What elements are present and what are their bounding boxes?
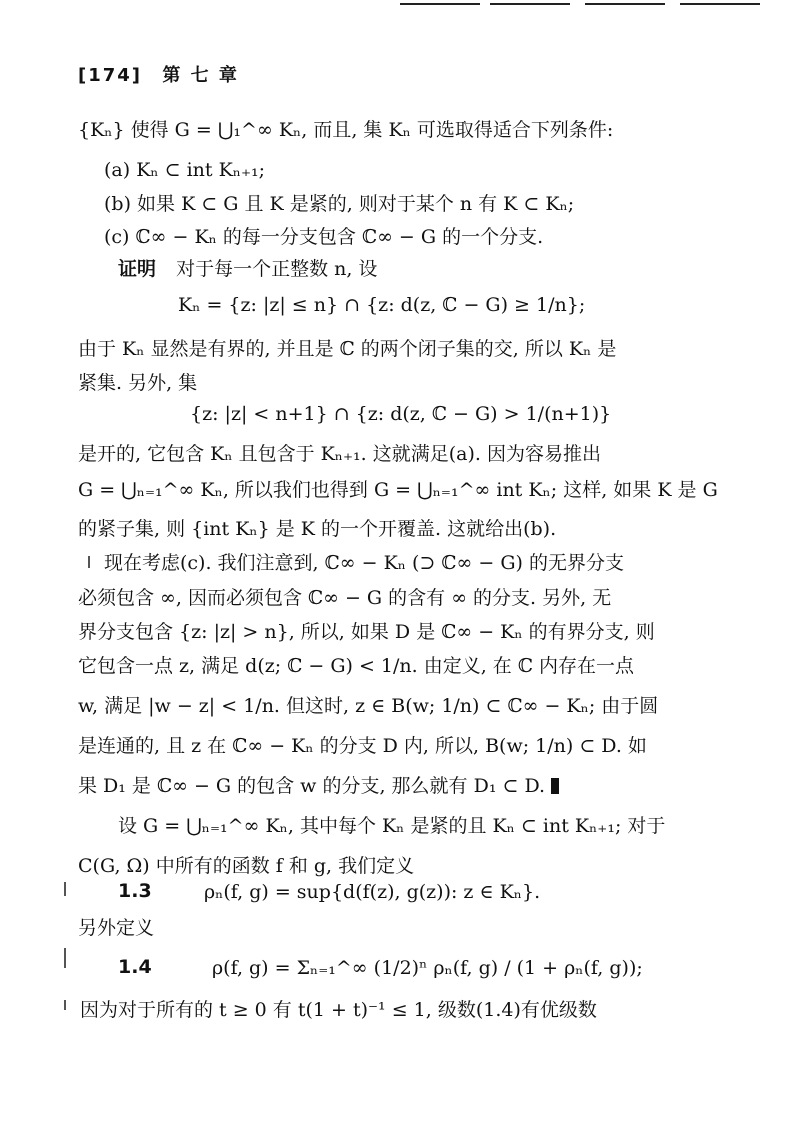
page-number: [174] [78, 65, 143, 86]
text-line: 界分支包含 {z: |z| > n}, 所以, 如果 D 是 ℂ∞ − Kₙ 的有界分支, 则 [78, 621, 655, 643]
text-line [78, 774, 559, 798]
margin-mark [88, 556, 90, 568]
text-line: 是开的, 它包含 Kₙ 且包含于 Kₙ₊₁. 这就满足(a). 因为容易推出 [78, 443, 601, 465]
text-line: 现在考虑(c). 我们注意到, ℂ∞ − Kₙ (⊃ ℂ∞ − G) 的无界分支 [104, 552, 624, 574]
proof-text: 对于每一个正整数 n, 设 [176, 258, 378, 280]
margin-mark [64, 1000, 66, 1010]
text-line: 它包含一点 z, 满足 d(z; ℂ − G) < 1/n. 由定义, 在 ℂ 内存在一点 [78, 655, 634, 677]
condition-a: (a) Kₙ ⊂ int Kₙ₊₁; [104, 159, 266, 181]
equation-number: 1.4 [118, 956, 152, 978]
chapter-title: 第 七 章 [162, 65, 239, 86]
condition-b: (b) 如果 K ⊂ G 且 K 是紧的, 则对于某个 n 有 K ⊂ Kₙ; [104, 193, 575, 215]
equation-open-set: {z: |z| < n+1} ∩ {z: d(z, ℂ − G) > 1/(n+1)} [190, 403, 612, 425]
equation-rho-n: ρₙ(f, g) = sup{d(f(z), g(z)): z ∈ Kₙ}. [204, 881, 541, 903]
margin-mark [64, 882, 66, 896]
end-of-proof-icon [551, 778, 559, 794]
text-line: {Kₙ} 使得 G = ⋃₁^∞ Kₙ, 而且, 集 Kₙ 可选取得适合下列条件: [78, 119, 614, 141]
proof-end-text: 果 D₁ 是 ℂ∞ − G 的包含 w 的分支, 那么就有 D₁ ⊂ D. [78, 775, 546, 797]
running-header [78, 64, 239, 88]
text-line: 紧集. 另外, 集 [78, 372, 198, 394]
equation-rho: ρ(f, g) = Σₙ₌₁^∞ (1/2)ⁿ ρₙ(f, g) / (1 + ρₙ(f, g)); [212, 957, 643, 979]
text-line: C(G, Ω) 中所有的函数 f 和 g, 我们定义 [78, 855, 415, 877]
text-line: 的紧子集, 则 {int Kₙ} 是 K 的一个开覆盖. 这就给出(b). [78, 518, 557, 540]
text-line: 设 G = ⋃ₙ₌₁^∞ Kₙ, 其中每个 Kₙ 是紧的且 Kₙ ⊂ int Kₙ₊₁; 对于 [118, 815, 666, 837]
equation-kn: Kₙ = {z: |z| ≤ n} ∩ {z: d(z, ℂ − G) ≥ 1/n}; [178, 294, 586, 316]
proof-line [118, 257, 377, 281]
text-line: 因为对于所有的 t ≥ 0 有 t(1 + t)⁻¹ ≤ 1, 级数(1.4)有优级数 [80, 999, 597, 1021]
text-line: 由于 Kₙ 显然是有界的, 并且是 ℂ 的两个闭子集的交, 所以 Kₙ 是 [78, 338, 617, 360]
text-line: w, 满足 |w − z| < 1/n. 但这时, z ∈ B(w; 1/n) ⊂ ℂ∞ − Kₙ; 由于圆 [78, 695, 659, 717]
condition-c: (c) ℂ∞ − Kₙ 的每一分支包含 ℂ∞ − G 的一个分支. [104, 226, 544, 248]
margin-mark [64, 948, 66, 968]
text-line: 另外定义 [78, 917, 155, 939]
equation-number: 1.3 [118, 880, 152, 902]
text-line: G = ⋃ₙ₌₁^∞ Kₙ, 所以我们也得到 G = ⋃ₙ₌₁^∞ int Kₙ; 这样, 如果 K 是 G [78, 479, 718, 501]
text-line: 是连通的, 且 z 在 ℂ∞ − Kₙ 的分支 D 内, 所以, B(w; 1/n) ⊂ D. 如 [78, 735, 647, 757]
text-line: 必须包含 ∞, 因而必须包含 ℂ∞ − G 的含有 ∞ 的分支. 另外, 无 [78, 587, 612, 609]
proof-label: 证明 [118, 258, 157, 280]
